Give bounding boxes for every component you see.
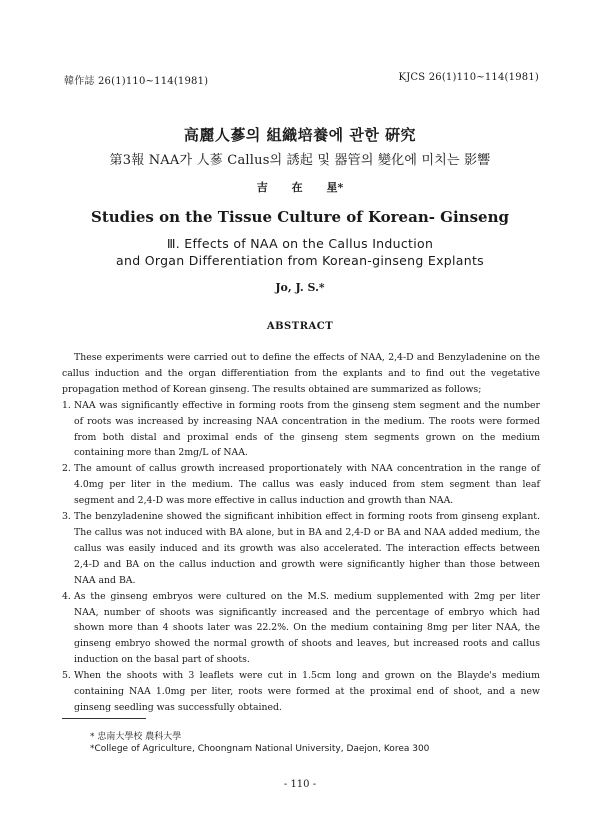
english-subtitle-line2: and Organ Differentiation from Korean-ginseng Explants <box>116 253 484 268</box>
korean-title: 高麗人蔘의 組織培養에 관한 硏究 <box>183 126 417 144</box>
korean-subtitle: 第3報 NAA가 人蔘 Callus의 誘起 및 器管의 變化에 미치는 影響 <box>109 153 491 168</box>
footnote-korean: * 忠南大學校 農科大學 <box>90 732 182 742</box>
abstract-heading: ABSTRACT <box>266 321 334 332</box>
header-citation-english: KJCS 26(1)110~114(1981) <box>398 72 539 83</box>
abstract-intro: These experiments were carried out to define the effects of NAA, 2,4-D and Benzyladenine on the callus induction and the organ differentiation from the explants and to find out the vegetative propagation method of Korean ginseng. The results obtained are summarized as follows; <box>62 352 540 395</box>
abstract-point <box>62 461 540 509</box>
point-text: When the shoots with 3 leaflets were cut in 1.5cm long and grown on the Blayde's medium containing NAA 1.0mg per liter, roots were formed at the proximal end of shoot, and a new ginseng seedling was successfully obtained. <box>74 670 540 713</box>
abstract-point <box>62 668 540 716</box>
english-title: Studies on the Tissue Culture of Korean- Ginseng <box>91 208 509 226</box>
header-citation-korean: 韓作誌 26(1)110~114(1981) <box>64 76 209 87</box>
point-text: The benzyladenine showed the significant inhibition effect in forming roots from ginseng explant. The callus was not induced with BA alone, but in BA and 2,4-D or BA and NAA added medium, the callus was easily induced and its growth was also accelerated. The interaction effects between 2,4-D and BA on the callus induction and growth were significantly higher than those between NAA and BA. <box>74 511 540 586</box>
page-number: - 110 - <box>283 779 317 790</box>
point-number: 2. <box>62 463 71 475</box>
abstract-points <box>62 398 540 716</box>
point-text: The amount of callus growth increased proportionately with NAA concentration in the range of 4.0mg per liter in the medium. The callus was easly induced from stem segment than leaf segment and 2,4-D was more effective in callus induction and growth than NAA. <box>74 463 540 507</box>
korean-author: 吉 在 星* <box>256 181 344 194</box>
footnote-divider <box>62 718 146 719</box>
abstract-body <box>62 350 540 716</box>
english-subtitle-line1: Ⅲ. Effects of NAA on the Callus Induction <box>166 236 434 251</box>
english-author: Jo, J. S.* <box>275 281 325 294</box>
point-number: 3. <box>62 511 71 523</box>
abstract-point <box>62 589 540 669</box>
abstract-point <box>62 509 540 589</box>
footnote-english: *College of Agriculture, Choongnam National University, Daejon, Korea 300 <box>90 744 430 754</box>
point-number: 5. <box>62 670 71 682</box>
point-text: As the ginseng embryos were cultured on the M.S. medium supplemented with 2mg per liter NAA, number of shoots was significantly increased and the percentage of embryo which had shown more than 4 shoots later was 22.2%. On the medium containing 8mg per liter NAA, the ginseng embryo showed the normal growth of shoots and leaves, but increased roots and callus induction on the basal part of shoots. <box>74 590 540 666</box>
point-number: 1. <box>62 399 71 411</box>
point-number: 4. <box>62 590 71 602</box>
english-subtitle <box>0 235 600 269</box>
point-text: NAA was significantly effective in forming roots from the ginseng stem segment and the number of roots was increased by increasing NAA concentration in the medium. The roots were formed from both distal and proximal ends of the ginseng stem segments grown on the medium containing more than 2mg/L of NAA. <box>74 399 540 459</box>
abstract-point <box>62 398 540 462</box>
